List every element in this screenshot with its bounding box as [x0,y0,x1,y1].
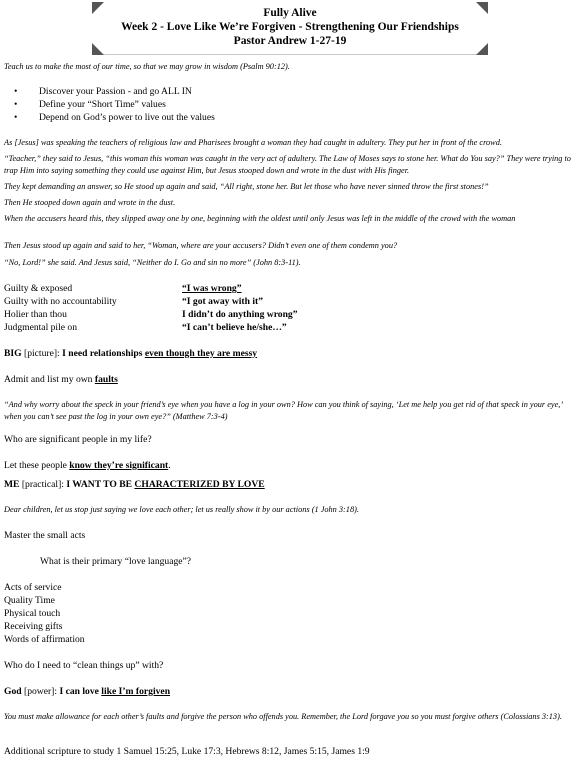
additional-scripture: Additional scripture to study 1 Samuel 15:25, Luke 17:3, Hebrews 8:12, James 5:15, James 1:9 [4,746,370,757]
corner-ornament-icon [476,43,488,55]
passage-paragraph: As [Jesus] was speaking the teachers of religious law and Pharisees brought a woman they had caught in adultery. They put her in front of the crowd. [4,138,502,147]
colossians-verse: You must make allowance for each other’s faults and forgive the person who offends you. Remember, the Lord forgave you so you must forgive others (Colossians 3:13). [4,712,562,721]
matthew-verse: “And why worry about the speck in your friend’s eye when you have a log in your own? How can you think of saying, ‘Let me help you get rid of that speck in your eye,’ when you can’t see past the log in your own eye?” (Matthew 7:3-4) [4,400,563,421]
intro-verse: Teach us to make the most of our time, so that we may grow in wisdom (Psalm 90:12). [4,62,290,71]
bullet-icon: • [14,86,18,97]
passage-paragraph: “Teacher,” they said to Jesus, “this woman this woman was caught in the very act of adultery. The Law of Moses says to stone her. What do You say?” They were trying to trap Him into saying something they could use against Him, but Jesus stooped down and wrote in the dust with His finger. [4,154,571,175]
passage-paragraph: They kept demanding an answer, so He stood up again and said, “All right, stone her. But let those who have never sinned throw the first stones!” [4,182,489,191]
love-language-item: Receiving gifts [4,621,63,632]
god-point: God [power]: I can love like I’m forgiven [4,686,171,697]
corner-ornament-icon [92,2,104,14]
bullet-icon: • [14,99,18,110]
master-line: Master the small acts [4,530,86,541]
passage-paragraph: When the accusers heard this, they slipped away one by one, beginning with the oldest until only Jesus was left in the middle of the crowd with the woman [4,214,516,223]
let-these-line: Let these people know they’re significant. [4,460,171,471]
love-language-item: Physical touch [4,608,61,619]
love-language-question: What is their primary “love language”? [40,556,192,567]
pastor-date: Pastor Andrew 1-27-19 [233,35,347,47]
bullet-icon: • [14,112,18,123]
passage-paragraph: Then He stooped down again and wrote in the dust. [4,198,176,207]
me-point: ME [practical]: I WANT TO BE CHARACTERIZED BY LOVE [4,479,265,490]
admit-line: Admit and list my own faults [4,374,118,385]
passage-paragraph: “No, Lord!” she said. And Jesus said, “Neither do I. Go and sin no more” (John 8:3-11). [4,258,301,267]
clean-question: Who do I need to “clean things up” with? [4,660,164,671]
sermon-title: Week 2 - Love Like We’re Forgiven - Strengthening Our Friendships [121,21,459,33]
love-language-item: Acts of service [4,582,62,593]
document-page: Fully Alive Week 2 - Love Like We’re Forgiven - Strengthening Our Friendships Pastor Andrew 1-27-19 Teach us to make the most of our time, so that we may grow in wisdom (Psalm 90:12). • Discover your Passion - and go ALL IN • Define your “Short Time” values • Depend on God’s power to live out the values As [Jesus] was speaking the teachers of religious law and Pharisees brought a woman they had caught in adultery. They put her in front of the crowd. “Teacher,” they said to Jesus, “this woman this woman was caught in the very act of adultery. The Law of Moses says to stone her. What do You say?” They were trying to trap Him into saying something they could use against Him, but Jesus stooped down and wrote in the dust with His finger. They kept demanding an answer, so He stood up again and said, “All right, stone her. But let those who have never sinned throw the first stones!” Then He stooped down again and wrote in the dust. When the accusers heard this, they slipped away one by one, beginning with the oldest until only Jesus was left in the middle of the crowd with the woman Then Jesus stood up again and said to her, “Woman, where are your accusers? Didn’t even one of them condemn you? “No, Lord!” she said. And Jesus said, “Neither do I. Go and sin no more” (John 8:3-11). Guilty & exposed “I was wrong” Guilty with no accountability “I got away with it” Holier than thou I didn’t do anything wrong” Judgmental pile on “I can’t believe he/she…” BIG [picture]: I need relationships even though they are messy Admit and list my own faults “And why worry about the speck in your friend’s eye when you have a log in your own? How can you think of saying, ‘Let me help you get rid of that speck in your eye,’ when you can’t see past the log in your own eye?” (Matthew 7:3-4) Who are significant people in my life? Let these people know they’re significant. ME [practical]: I WANT TO BE CHARACTERIZED BY LOVE Dear children, let us stop just saying we love each other; let us really show it by our actions (1 John 3:18). Master the small acts What is their primary “love language”? Acts of service Quality Time Physical touch Receiving gifts Words of affirmation Who do I need to “clean things up” with? God [power]: I can love like I’m forgiven You must make allowance for each other’s faults and forgive the person who offends you. Remember, the Lord forgave you so you must forgive others (Colossians 3:13). Additional scripture to study 1 Samuel 15:25, Luke 17:3, Hebrews 8:12, James 5:15, James 1:9 [0,0,580,762]
page-header [92,2,488,55]
love-language-item: Quality Time [4,595,55,606]
passage-paragraph: Then Jesus stood up again and said to her, “Woman, where are your accusers? Didn’t even one of them condemn you? [4,241,398,250]
corner-ornament-icon [476,2,488,14]
love-language-item: Words of affirmation [4,634,85,645]
corner-ornament-icon [92,43,104,55]
series-title: Fully Alive [263,7,317,19]
big-point: BIG [picture]: I need relationships even though they are messy [4,348,258,359]
significant-question: Who are significant people in my life? [4,434,152,445]
john-verse: Dear children, let us stop just saying we love each other; let us really show it by our actions (1 John 3:18). [4,505,359,514]
